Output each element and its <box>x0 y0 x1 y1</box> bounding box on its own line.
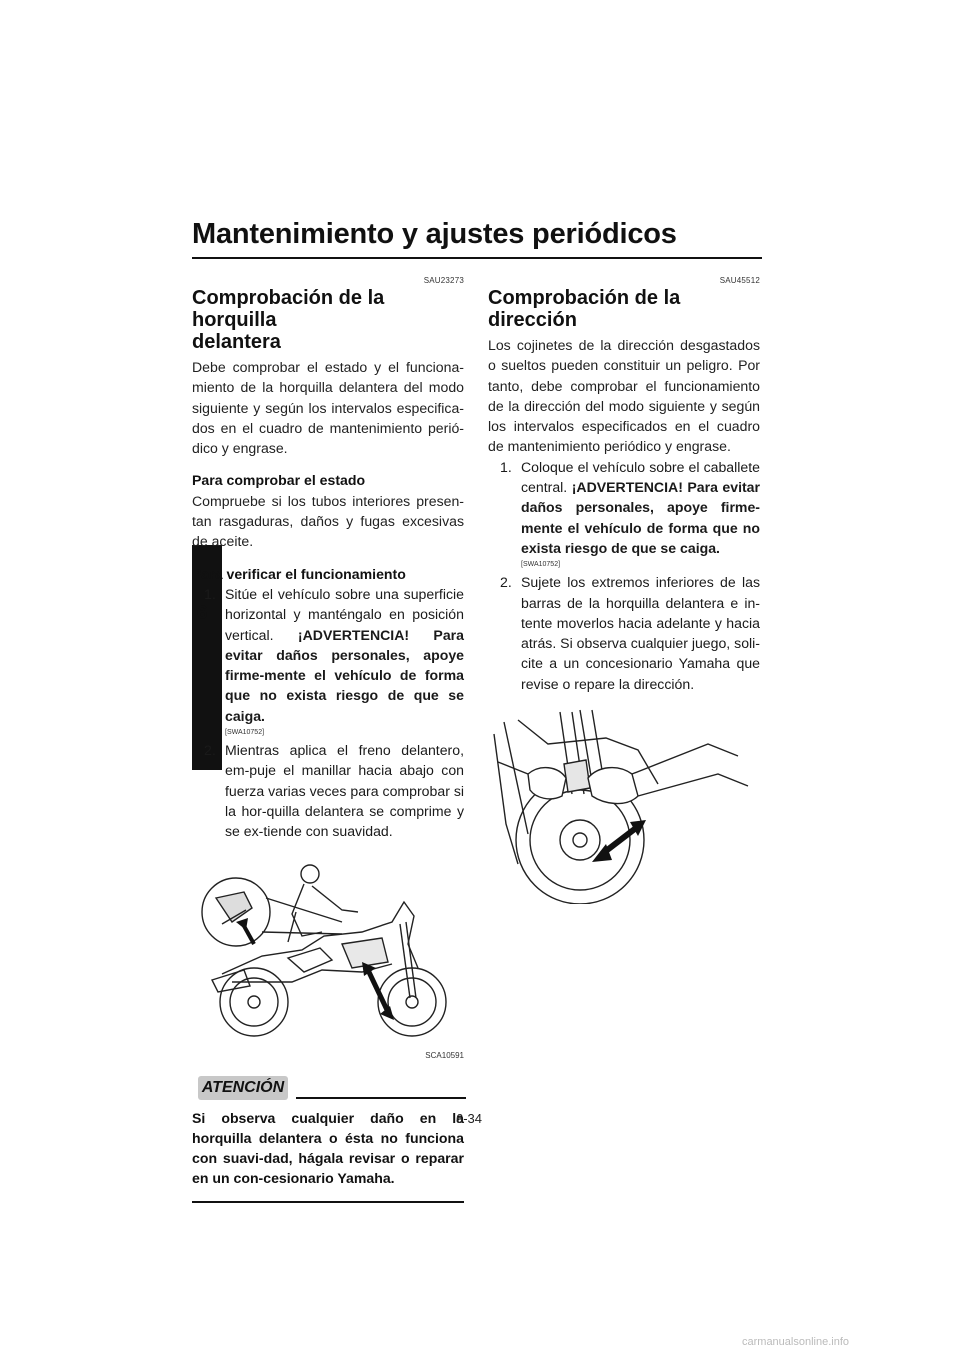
section-code: SAU45512 <box>719 276 760 285</box>
step-warning: ¡ADVERTENCIA! Para evitar daños personales, apoye firme-mente el vehículo de forma que no exista riesgo de que se caiga. <box>225 626 464 724</box>
figure-code: SCA10591 <box>425 1050 464 1060</box>
section-title-fork <box>192 287 464 353</box>
step-number: 2. <box>204 742 216 759</box>
steering-step-1 <box>500 457 760 558</box>
right-column <box>488 270 760 909</box>
step-number: 1. <box>500 458 512 475</box>
footer-watermark: carmanualsonline.info <box>742 1336 850 1348</box>
motorcycle-drawing <box>192 852 464 1052</box>
fork-intro-paragraph: Debe comprobar el estado y el funciona-miento de la horquilla delantera del modo siguiente y según los intervalos especifica-dos en el cuadro de mantenimiento perió-dico y engrase. <box>192 359 464 457</box>
section-title-line: delantera <box>192 331 281 353</box>
steering-check-illustration <box>488 704 760 909</box>
warning-code: [SWA10752] <box>521 561 561 569</box>
caution-text: Si observa cualquier daño en la horquilla delantera o ésta no funciona con suavi-dad, hágala revisar o reparar en un con-cesionario Yamaha. <box>192 1109 464 1187</box>
left-column <box>192 270 464 1203</box>
step-text: Sujete los extremos inferiores de las barras de la horquilla delantera e in-tente moverlos hacia adelante y hacia atrás. Si observa cualquier juego, soli-cite a un concesionario Yamaha que revise o repare la dirección. <box>521 574 760 692</box>
header-divider <box>192 257 762 259</box>
steering-step-2 <box>500 572 760 694</box>
caution-header <box>192 1074 464 1104</box>
step-number: 2. <box>500 574 512 591</box>
section-title-steering: Comprobación de la dirección <box>488 287 681 331</box>
step-text <box>521 457 760 558</box>
step-number: 1. <box>204 585 216 602</box>
caution-bottom-rule <box>192 1201 464 1203</box>
function-subheading: Para verificar el funcionamiento <box>192 565 406 582</box>
motorcycle-fork-illustration <box>192 852 464 1057</box>
step-text: Mientras aplica el freno delantero, em-puje el manillar hacia abajo con fuerza varias veces para comprobar si la hor-quilla delantera se comprime y se ex-tiende con suavidad. <box>225 742 464 840</box>
step-text <box>225 584 464 726</box>
section-title-line: Comprobación de la horquilla <box>192 287 385 331</box>
steering-intro-paragraph: Los cojinetes de la dirección desgastados o sueltos pueden constituir un peligro. Por tanto, debe comprobar el funcionamiento de la dirección del modo siguiente y según los intervalos especificados en el cuadro de mantenimiento periódico y engrase. <box>488 337 760 455</box>
section-code: SAU23273 <box>423 276 464 285</box>
warning-code: [SWA10752] <box>225 729 265 737</box>
fork-step-2 <box>204 740 464 841</box>
step-instruction: Sitúe el vehículo sobre una superficie horizontal y manténgalo en posición vertical. <box>225 585 464 643</box>
page-header-title: Mantenimiento y ajustes periódicos <box>192 218 677 250</box>
state-subheading: Para comprobar el estado <box>192 472 366 489</box>
state-paragraph: Compruebe si los tubos interiores presen-tan rasgaduras, daños y fugas excesivas de aceite. <box>192 492 464 550</box>
step-instruction: Coloque el vehículo sobre el caballete central. <box>521 458 760 496</box>
fork-step-1 <box>204 584 464 726</box>
wheel-hands-drawing <box>488 704 760 904</box>
caution-divider <box>296 1097 466 1099</box>
page-number: 6-34 <box>456 1111 483 1126</box>
step-warning: ¡ADVERTENCIA! Para evitar daños personales, apoye firme-mente el vehículo de forma que no exista riesgo de que se caiga. <box>521 479 761 556</box>
chapter-number: 6 <box>197 603 208 624</box>
caution-label: ATENCIÓN <box>198 1076 288 1100</box>
